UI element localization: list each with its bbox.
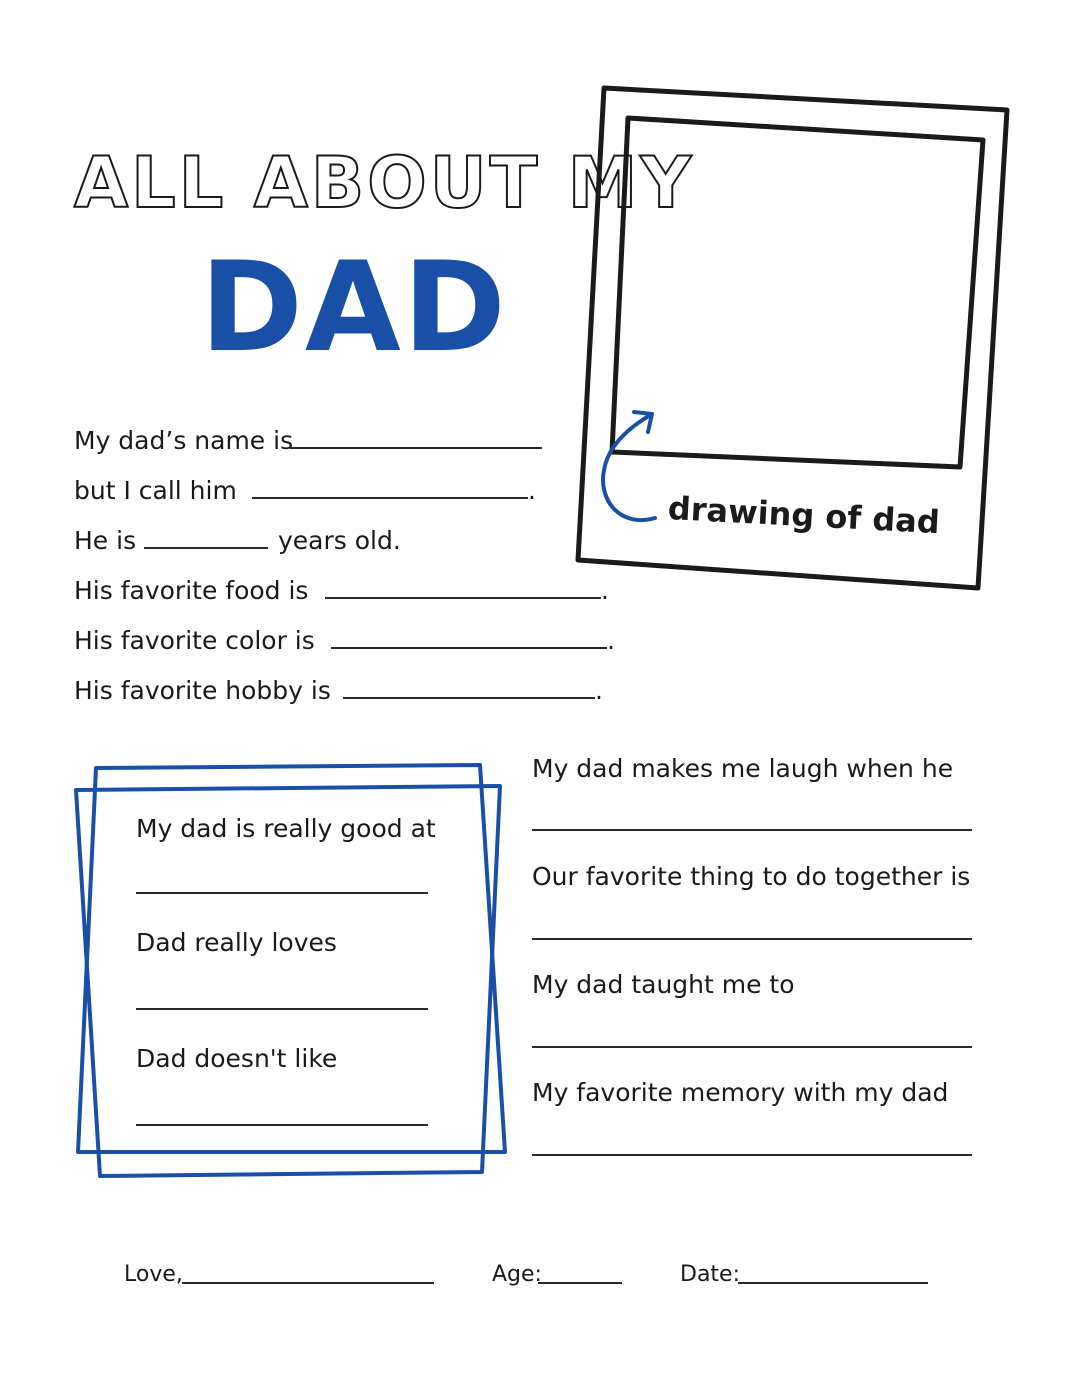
- fact-age-label: He is: [74, 526, 137, 555]
- fact-age-suffix: years old.: [278, 526, 401, 555]
- age-blank[interactable]: [538, 1282, 622, 1284]
- title-dad: DAD: [200, 236, 508, 380]
- blank-memory[interactable]: [532, 1154, 972, 1156]
- fact-color-label: His favorite color is: [74, 626, 315, 655]
- box-prompt-good-at: My dad is really good at: [136, 814, 436, 843]
- prompt-favorite-thing: Our favorite thing to do together is: [532, 862, 971, 891]
- fact-nickname-label: but I call him: [74, 476, 237, 505]
- box-blank-doesnt-like[interactable]: [136, 1124, 428, 1126]
- blue-box-square-2: [76, 786, 500, 1176]
- fact-name-label: My dad’s name is: [74, 426, 294, 455]
- blank-laugh[interactable]: [532, 829, 972, 831]
- fact-hobby-suffix: .: [595, 676, 603, 705]
- box-blank-good-at[interactable]: [136, 892, 428, 894]
- blank-taught[interactable]: [532, 1046, 972, 1048]
- box-prompt-doesnt-like: Dad doesn't like: [136, 1044, 338, 1073]
- blank-favorite-thing[interactable]: [532, 938, 972, 940]
- drawing-caption: drawing of dad: [667, 489, 941, 542]
- fact-food-suffix: .: [601, 576, 609, 605]
- box-prompt-loves: Dad really loves: [136, 928, 337, 957]
- box-blank-loves[interactable]: [136, 1008, 428, 1010]
- fact-food-label: His favorite food is: [74, 576, 309, 605]
- date-blank[interactable]: [738, 1282, 928, 1284]
- fact-hobby-label: His favorite hobby is: [74, 676, 331, 705]
- title-line-1: ALL ABOUT MY: [74, 142, 695, 224]
- date-label: Date:: [680, 1262, 740, 1287]
- prompt-taught: My dad taught me to: [532, 970, 795, 999]
- prompt-memory: My favorite memory with my dad: [532, 1078, 949, 1107]
- love-blank[interactable]: [182, 1282, 434, 1284]
- prompt-laugh: My dad makes me laugh when he: [532, 754, 954, 783]
- age-label: Age:: [492, 1262, 542, 1287]
- fact-color-suffix: .: [607, 626, 615, 655]
- love-label: Love,: [124, 1262, 183, 1287]
- fact-nickname-suffix: .: [528, 476, 536, 505]
